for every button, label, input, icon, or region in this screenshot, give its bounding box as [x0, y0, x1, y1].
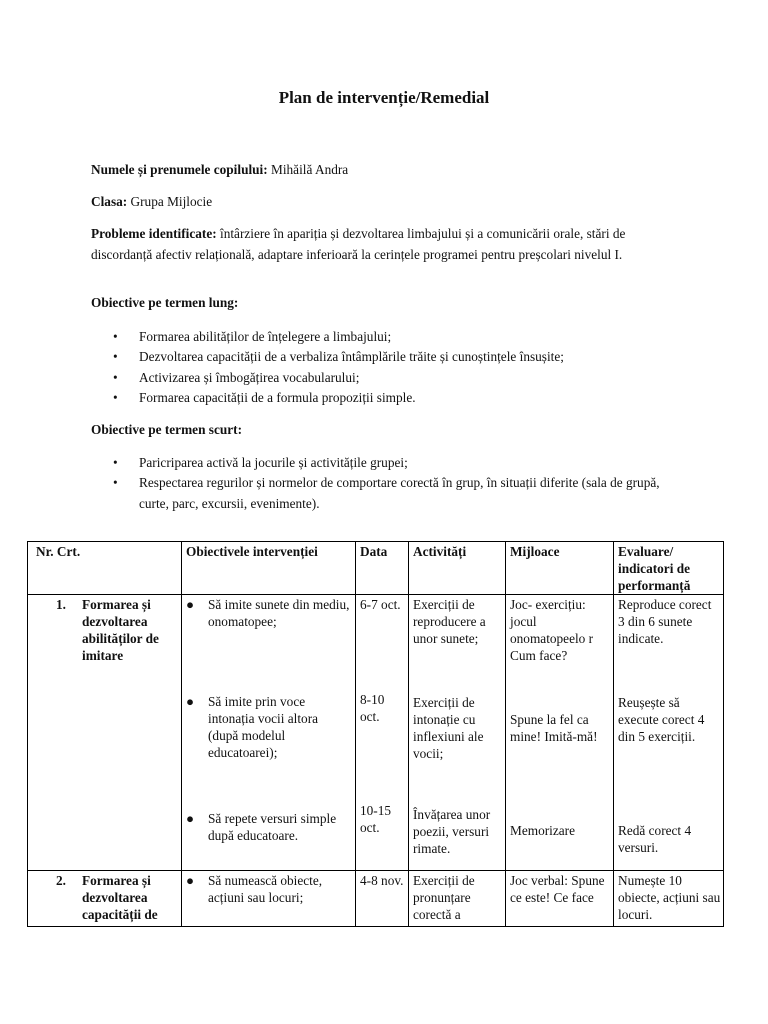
list-item: • Respectarea regurilor și normelor de comportare corectă în grup, în situații diferite (sala de grupă, curte, parc, excursii, evenimente).: [113, 475, 660, 511]
list-item: • Activizarea și îmbogățirea vocabularului;: [91, 368, 691, 388]
objective-item: ● Să repete versuri simple după educatoare.: [186, 811, 337, 844]
bullet-icon: ●: [186, 873, 195, 889]
intervention-table: [27, 541, 724, 927]
problems-label: Probleme identificate:: [91, 226, 217, 241]
header-objectives: Obiectivele intervenției: [182, 542, 356, 595]
activities-cell: Exerciții de pronunțare corectă a: [409, 871, 506, 927]
table-row: [28, 595, 724, 871]
list-item: • Dezvoltarea capacității de a verbaliza întâmplările trăite și cunoștințele însușite;: [91, 347, 691, 367]
header-evaluation: Evaluare/ indicatori de performanță: [614, 542, 724, 595]
date-cell: 4-8 nov.: [356, 871, 409, 927]
problems-paragraph: [91, 224, 681, 265]
list-item: • Paricriparea activă la jocurile și activitățile grupei;: [91, 453, 671, 473]
long-term-list: [91, 327, 691, 408]
child-name-value: Mihăilă Andra: [271, 162, 349, 177]
header-activities: Activități: [409, 542, 506, 595]
bullet-icon: •: [113, 455, 118, 470]
bullet-icon: •: [113, 475, 118, 491]
list-item: • Formarea capacității de a formula propoziții simple.: [91, 388, 691, 408]
header-date: Data: [356, 542, 409, 595]
evaluation-cell: Reproduce corect 3 din 6 sunete indicate. Reușește să execute corect 4 din 5 exerciții. Redă corect 4 versuri.: [614, 595, 724, 871]
bullet-icon: •: [113, 389, 118, 405]
group-2-cell: 2. Formarea și dezvoltarea capacității de: [28, 871, 182, 927]
bullet-icon: ●: [186, 597, 195, 613]
objective-item: ● Să imite prin voce intonația vocii altora (după modelul educatoarei);: [186, 694, 319, 760]
objectives-cell: [182, 871, 356, 927]
date-cell: 6-7 oct. 8-10 oct. 10-15 oct.: [356, 595, 409, 871]
child-name-line: [91, 162, 348, 178]
objective-item: ● Să numească obiecte, acțiuni sau locuri;: [186, 873, 323, 906]
class-label: Clasa:: [91, 194, 128, 209]
table-header-row: [28, 542, 724, 595]
problems-value: întârziere în apariția și dezvoltarea limbajului și a comunicării orale, stări de discordanță afectiv relațională, adaptare inferioară la cerințele programei pentru preșcolari nivelul I.: [91, 226, 626, 262]
activities-cell: Exerciții de reproducere a unor sunete; Exerciții de intonație cu inflexiuni ale vocii; Învățarea unor poezii, versuri rimate.: [409, 595, 506, 871]
bullet-icon: ●: [186, 694, 195, 710]
table-row: [28, 871, 724, 927]
child-name-label: Numele și prenumele copilului:: [91, 162, 268, 177]
document-title: Plan de intervenție/Remedial: [278, 88, 490, 107]
bullet-icon: ●: [186, 811, 195, 827]
class-line: [91, 194, 212, 210]
short-term-list: [91, 453, 671, 514]
evaluation-cell: Numește 10 obiecte, acțiuni sau locuri.: [614, 871, 724, 927]
header-means: Mijloace: [506, 542, 614, 595]
long-term-heading: Obiective pe termen lung:: [91, 295, 239, 310]
list-item: • Formarea abilităților de înțelegere a limbajului;: [91, 327, 691, 347]
bullet-icon: •: [113, 369, 118, 385]
objective-item: ● Să imite sunete din mediu, onomatopee;: [186, 597, 350, 630]
means-cell: Joc- exercițiu: jocul onomatopeelo r Cum face? Spune la fel ca mine! Imită-mă! Memorizare: [506, 595, 614, 871]
objectives-cell: [182, 595, 356, 871]
means-cell: Joc verbal: Spune ce este! Ce face: [506, 871, 614, 927]
bullet-icon: •: [113, 329, 118, 344]
short-term-heading: Obiective pe termen scurt:: [91, 422, 243, 437]
group-1-cell: 1. Formarea și dezvoltarea abilităților de imitare: [28, 595, 182, 871]
header-nr: Nr. Crt.: [28, 542, 182, 595]
bullet-icon: •: [113, 349, 118, 365]
class-value: Grupa Mijlocie: [130, 194, 213, 209]
